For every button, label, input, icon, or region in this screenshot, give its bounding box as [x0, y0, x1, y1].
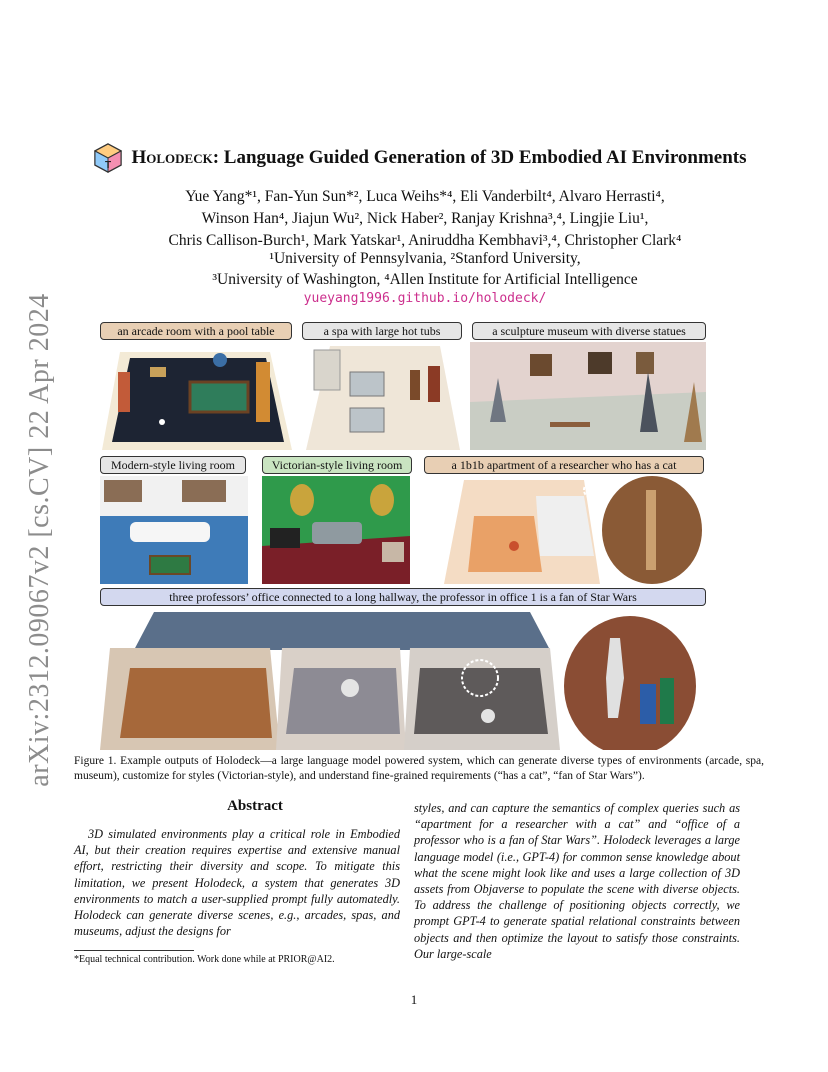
label-museum: a sculpture museum with diverse statues	[472, 322, 706, 340]
label-modern: Modern-style living room	[100, 456, 246, 474]
abstract-left-text: 3D simulated environments play a critical role in Embodied AI, but their creation requires expertise and extensive manual effort, restricting their diversity and scope. To mitigate this limitation, we present Holodeck, a system that generates 3D environments to match a user-supplied prompt fully automatedly. Holodeck can generate diverse scenes, e.g., arcades, spas, and museums, adjust the designs for	[74, 827, 400, 939]
modern-living-room-image	[100, 476, 248, 584]
apartment-scene-image	[424, 476, 708, 584]
holodeck-logo-icon	[93, 143, 123, 173]
label-office: three professors’ office connected to a long hallway, the professor in office 1 is a fan of Star Wars	[100, 588, 706, 606]
affiliation-line-1: ¹University of Pennsylvania, ²Stanford University,	[269, 250, 581, 267]
title-rest: : Language Guided Generation of 3D Embodied AI Environments	[212, 147, 747, 168]
arcade-scene-image	[100, 342, 296, 450]
office-hallway-scene-image	[100, 608, 708, 750]
footnote-rule	[74, 950, 194, 951]
author-line-2: Winson Han⁴, Jiajun Wu², Nick Haber², Ranjay Krishna³,⁴, Lingjie Liu¹,	[201, 210, 649, 227]
label-spa: a spa with large hot tubs	[302, 322, 462, 340]
arxiv-stamp: arXiv:2312.09067v2 [cs.CV] 22 Apr 2024	[24, 293, 55, 787]
author-line-3: Chris Callison-Burch¹, Mark Yatskar¹, Aniruddha Kembhavi³,⁴, Christopher Clark⁴	[168, 232, 682, 249]
label-apartment: a 1b1b apartment of a researcher who has a cat	[424, 456, 704, 474]
author-line-1: Yue Yang*¹, Fan-Yun Sun*², Luca Weihs*⁴, Eli Vanderbilt⁴, Alvaro Herrasti⁴,	[185, 188, 665, 205]
page-number: 1	[410, 992, 418, 1007]
museum-scene-image	[470, 342, 706, 450]
svg-text:T: T	[105, 160, 112, 171]
victorian-living-room-image	[262, 476, 410, 584]
author-list	[100, 186, 750, 252]
abstract-left-column	[74, 826, 400, 939]
paper-title	[60, 140, 780, 176]
abstract-right-text: styles, and can capture the semantics of complex queries such as “apartment for a researcher with a cat” and “office of a professor who is a fan of Star Wars”. Holodeck leverages a large language model (i.e., GPT-4) for common sense knowledge about what the scene might look like and uses a large collection of 3D assets from Objaverse to populate the scene with diverse objects. To address the challenge of positioning objects correctly, we prompt GPT-4 to generate spatial relational constraints between objects and then optimize the layout to satisfy those constraints. Our large-scale	[414, 801, 740, 961]
project-url-link[interactable]: yueyang1996.github.io/holodeck/	[303, 291, 547, 306]
abstract-right-column	[414, 800, 740, 962]
label-victorian: Victorian-style living room	[262, 456, 412, 474]
system-name: Holodeck	[131, 147, 213, 168]
spa-scene-image	[300, 342, 466, 450]
affiliations	[100, 248, 750, 290]
label-arcade: an arcade room with a pool table	[100, 322, 292, 340]
abstract-heading: Abstract	[227, 798, 283, 814]
affiliation-line-2: ³University of Washington, ⁴Allen Institute for Artificial Intelligence	[212, 271, 638, 288]
figure-caption: Figure 1. Example outputs of Holodeck—a large language model powered system, which can generate diverse types of environments (arcade, spa, museum), customize for styles (Victorian-style), and understand fine-grained requirements (“has a cat”, “fan of Star Wars”).	[74, 755, 764, 782]
footnote: *Equal technical contribution. Work done while at PRIOR@AI2.	[74, 954, 335, 965]
